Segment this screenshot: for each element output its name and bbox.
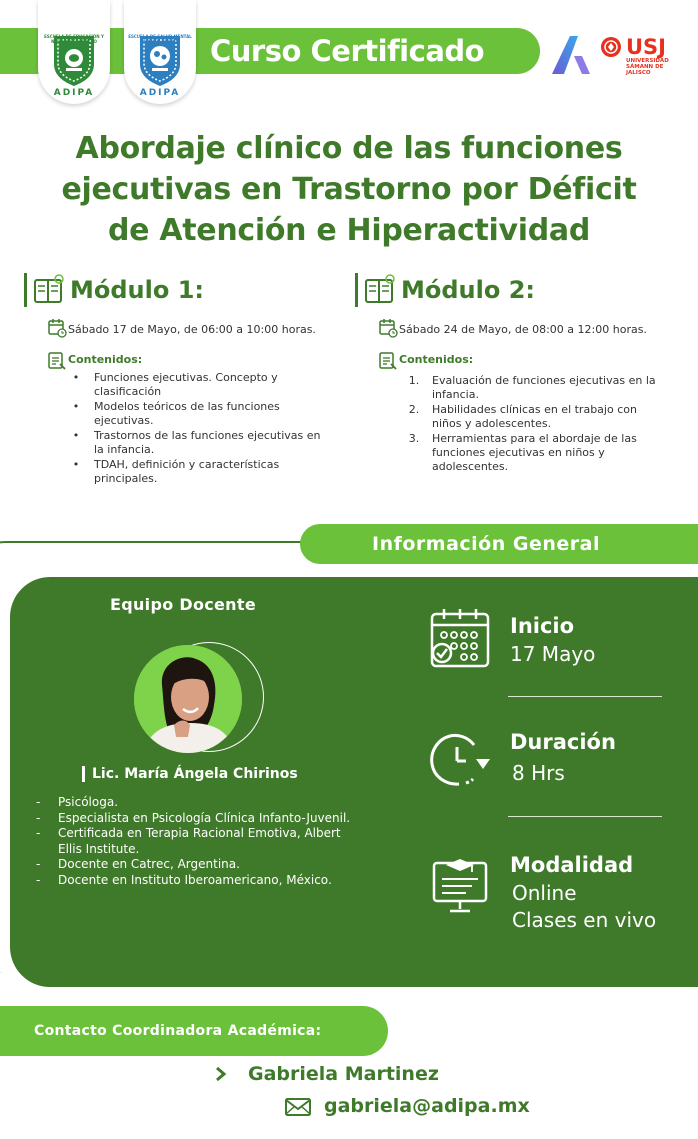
teacher-portrait-icon xyxy=(134,645,242,753)
badge-right-caption: ESCUELA DE SALUD MENTAL INFANTO JUVENIL xyxy=(128,34,192,44)
usj-logo-text: USJ xyxy=(626,35,666,59)
bullet-icon: • xyxy=(72,371,80,384)
usj-logo-subtext: UNIVERSIDAD SÁMANN DE JALISCO xyxy=(626,58,669,76)
teacher-name-bar xyxy=(82,766,85,782)
calendar-clock-icon xyxy=(47,318,67,338)
content-item-line: Herramientas para el abordaje de las xyxy=(432,432,637,445)
dash-marker: - xyxy=(36,857,41,871)
content-item xyxy=(72,400,354,428)
module-1-contents-label: Contenidos: xyxy=(68,353,143,366)
module-2-bar xyxy=(355,273,358,307)
course-title-line: ejecutivas en Trastorno por Déficit xyxy=(61,172,637,207)
contents-icon xyxy=(47,351,67,371)
teacher-photo xyxy=(134,645,242,753)
bio-item-line: Docente en Catrec, Argentina. xyxy=(58,857,240,871)
teacher-name: Lic. María Ángela Chirinos xyxy=(92,766,298,782)
content-item xyxy=(72,458,354,486)
module-1-title: Módulo 1: xyxy=(70,276,205,304)
content-item-line: funciones ejecutivas en niños y xyxy=(432,446,605,459)
module-1-bar xyxy=(24,273,27,307)
chevron-right-icon xyxy=(214,1066,228,1082)
badge-left-name: ADIPA xyxy=(53,88,95,98)
content-item xyxy=(72,371,354,399)
dash-marker: - xyxy=(36,826,41,840)
bio-item xyxy=(36,811,386,827)
content-item-line: niños y adolescentes. xyxy=(432,417,552,430)
bio-item-line: Especialista en Psicología Clínica Infanto-Juvenil. xyxy=(58,810,351,825)
bullet-icon: • xyxy=(72,429,80,442)
dash-marker: - xyxy=(36,810,41,825)
book-icon xyxy=(33,274,65,304)
item-number: 1. xyxy=(408,374,420,387)
info-heading: Información General xyxy=(372,533,600,555)
module-2-date: Sábado 24 de Mayo, de 08:00 a 12:00 horas. xyxy=(399,323,647,336)
calendar-clock-icon xyxy=(378,318,398,338)
content-item-line: Modelos teóricos de las funciones xyxy=(94,400,280,413)
duration-label: Duración xyxy=(510,730,616,754)
usj-seal-icon xyxy=(600,36,622,58)
course-label: Curso Certificado xyxy=(210,34,485,68)
dash-marker: - xyxy=(36,795,41,809)
contents-icon xyxy=(378,351,398,371)
modality-label: Modalidad xyxy=(510,853,634,877)
content-item-line: Evaluación de funciones ejecutivas en la xyxy=(432,374,656,387)
bio-item xyxy=(36,857,386,873)
bio-item-line: Psicóloga. xyxy=(58,795,119,809)
bio-item-line: Ellis Institute. xyxy=(58,841,140,856)
module-2-title: Módulo 2: xyxy=(401,276,536,304)
start-label: Inicio xyxy=(510,614,575,638)
book-icon xyxy=(364,274,396,304)
team-title: Equipo Docente xyxy=(110,595,256,614)
a-logo-icon xyxy=(548,32,594,78)
content-item-line: Funciones ejecutivas. Concepto y xyxy=(94,371,278,384)
content-item xyxy=(408,403,682,431)
course-title xyxy=(20,128,678,251)
module-2-contents-list xyxy=(408,374,682,475)
content-item-line: ejecutivas. xyxy=(94,414,154,427)
item-number: 3. xyxy=(408,432,420,445)
badge-right-name: ADIPA xyxy=(139,88,181,98)
dash-marker: - xyxy=(36,872,41,887)
modality-value-2: Clases en vivo xyxy=(512,908,657,932)
bio-item xyxy=(36,826,386,857)
module-2-contents-label: Contenidos: xyxy=(399,353,474,366)
badge-left xyxy=(38,0,110,104)
start-value: 17 Mayo xyxy=(510,642,596,666)
bio-item-line: Certificada en Terapia Racional Emotiva, Albert xyxy=(58,826,341,840)
calendar-icon xyxy=(428,607,492,669)
bullet-icon: • xyxy=(72,458,80,471)
info-divider xyxy=(508,816,662,817)
online-class-icon xyxy=(432,855,488,915)
bio-item xyxy=(36,795,386,811)
contact-name: Gabriela Martinez xyxy=(248,1063,439,1085)
content-item-line: infancia. xyxy=(432,388,479,401)
content-item xyxy=(408,432,682,474)
content-item-line: principales. xyxy=(94,472,158,485)
content-item-line: la infancia. xyxy=(94,443,155,456)
teacher-bio-list xyxy=(36,795,386,888)
module-1-date: Sábado 17 de Mayo, de 06:00 a 10:00 horas. xyxy=(68,323,316,336)
bullet-icon: • xyxy=(72,400,80,413)
bio-item-line: Docente en Instituto Iberoamericano, México. xyxy=(58,872,332,887)
item-number: 2. xyxy=(408,403,420,416)
content-item-line: Trastornos de las funciones ejecutivas en xyxy=(94,429,321,442)
contact-email[interactable]: gabriela@adipa.mx xyxy=(324,1095,530,1117)
badge-right xyxy=(124,0,196,104)
course-title-line: de Atención e Hiperactividad xyxy=(107,213,591,248)
duration-value: 8 Hrs xyxy=(512,761,565,785)
contact-label: Contacto Coordinadora Académica: xyxy=(34,1023,322,1039)
content-item xyxy=(408,374,682,402)
content-item-line: clasificación xyxy=(94,385,162,398)
content-item-line: Habilidades clínicas en el trabajo con xyxy=(432,403,637,416)
content-item xyxy=(72,429,354,457)
mail-icon xyxy=(284,1097,312,1117)
modality-value-1: Online xyxy=(512,881,577,905)
badge-left-caption: ESCUELA DE EDUCACIÓN Y NEURODESARROLLO xyxy=(44,34,104,44)
content-item-line: adolescentes. xyxy=(432,460,509,473)
clock-icon xyxy=(428,731,492,787)
module-1-contents-list xyxy=(72,371,354,487)
content-item-line: TDAH, definición y características xyxy=(94,458,280,471)
course-title-line: Abordaje clínico de las funciones xyxy=(75,131,623,166)
bio-item xyxy=(36,873,386,889)
info-divider xyxy=(508,696,662,697)
